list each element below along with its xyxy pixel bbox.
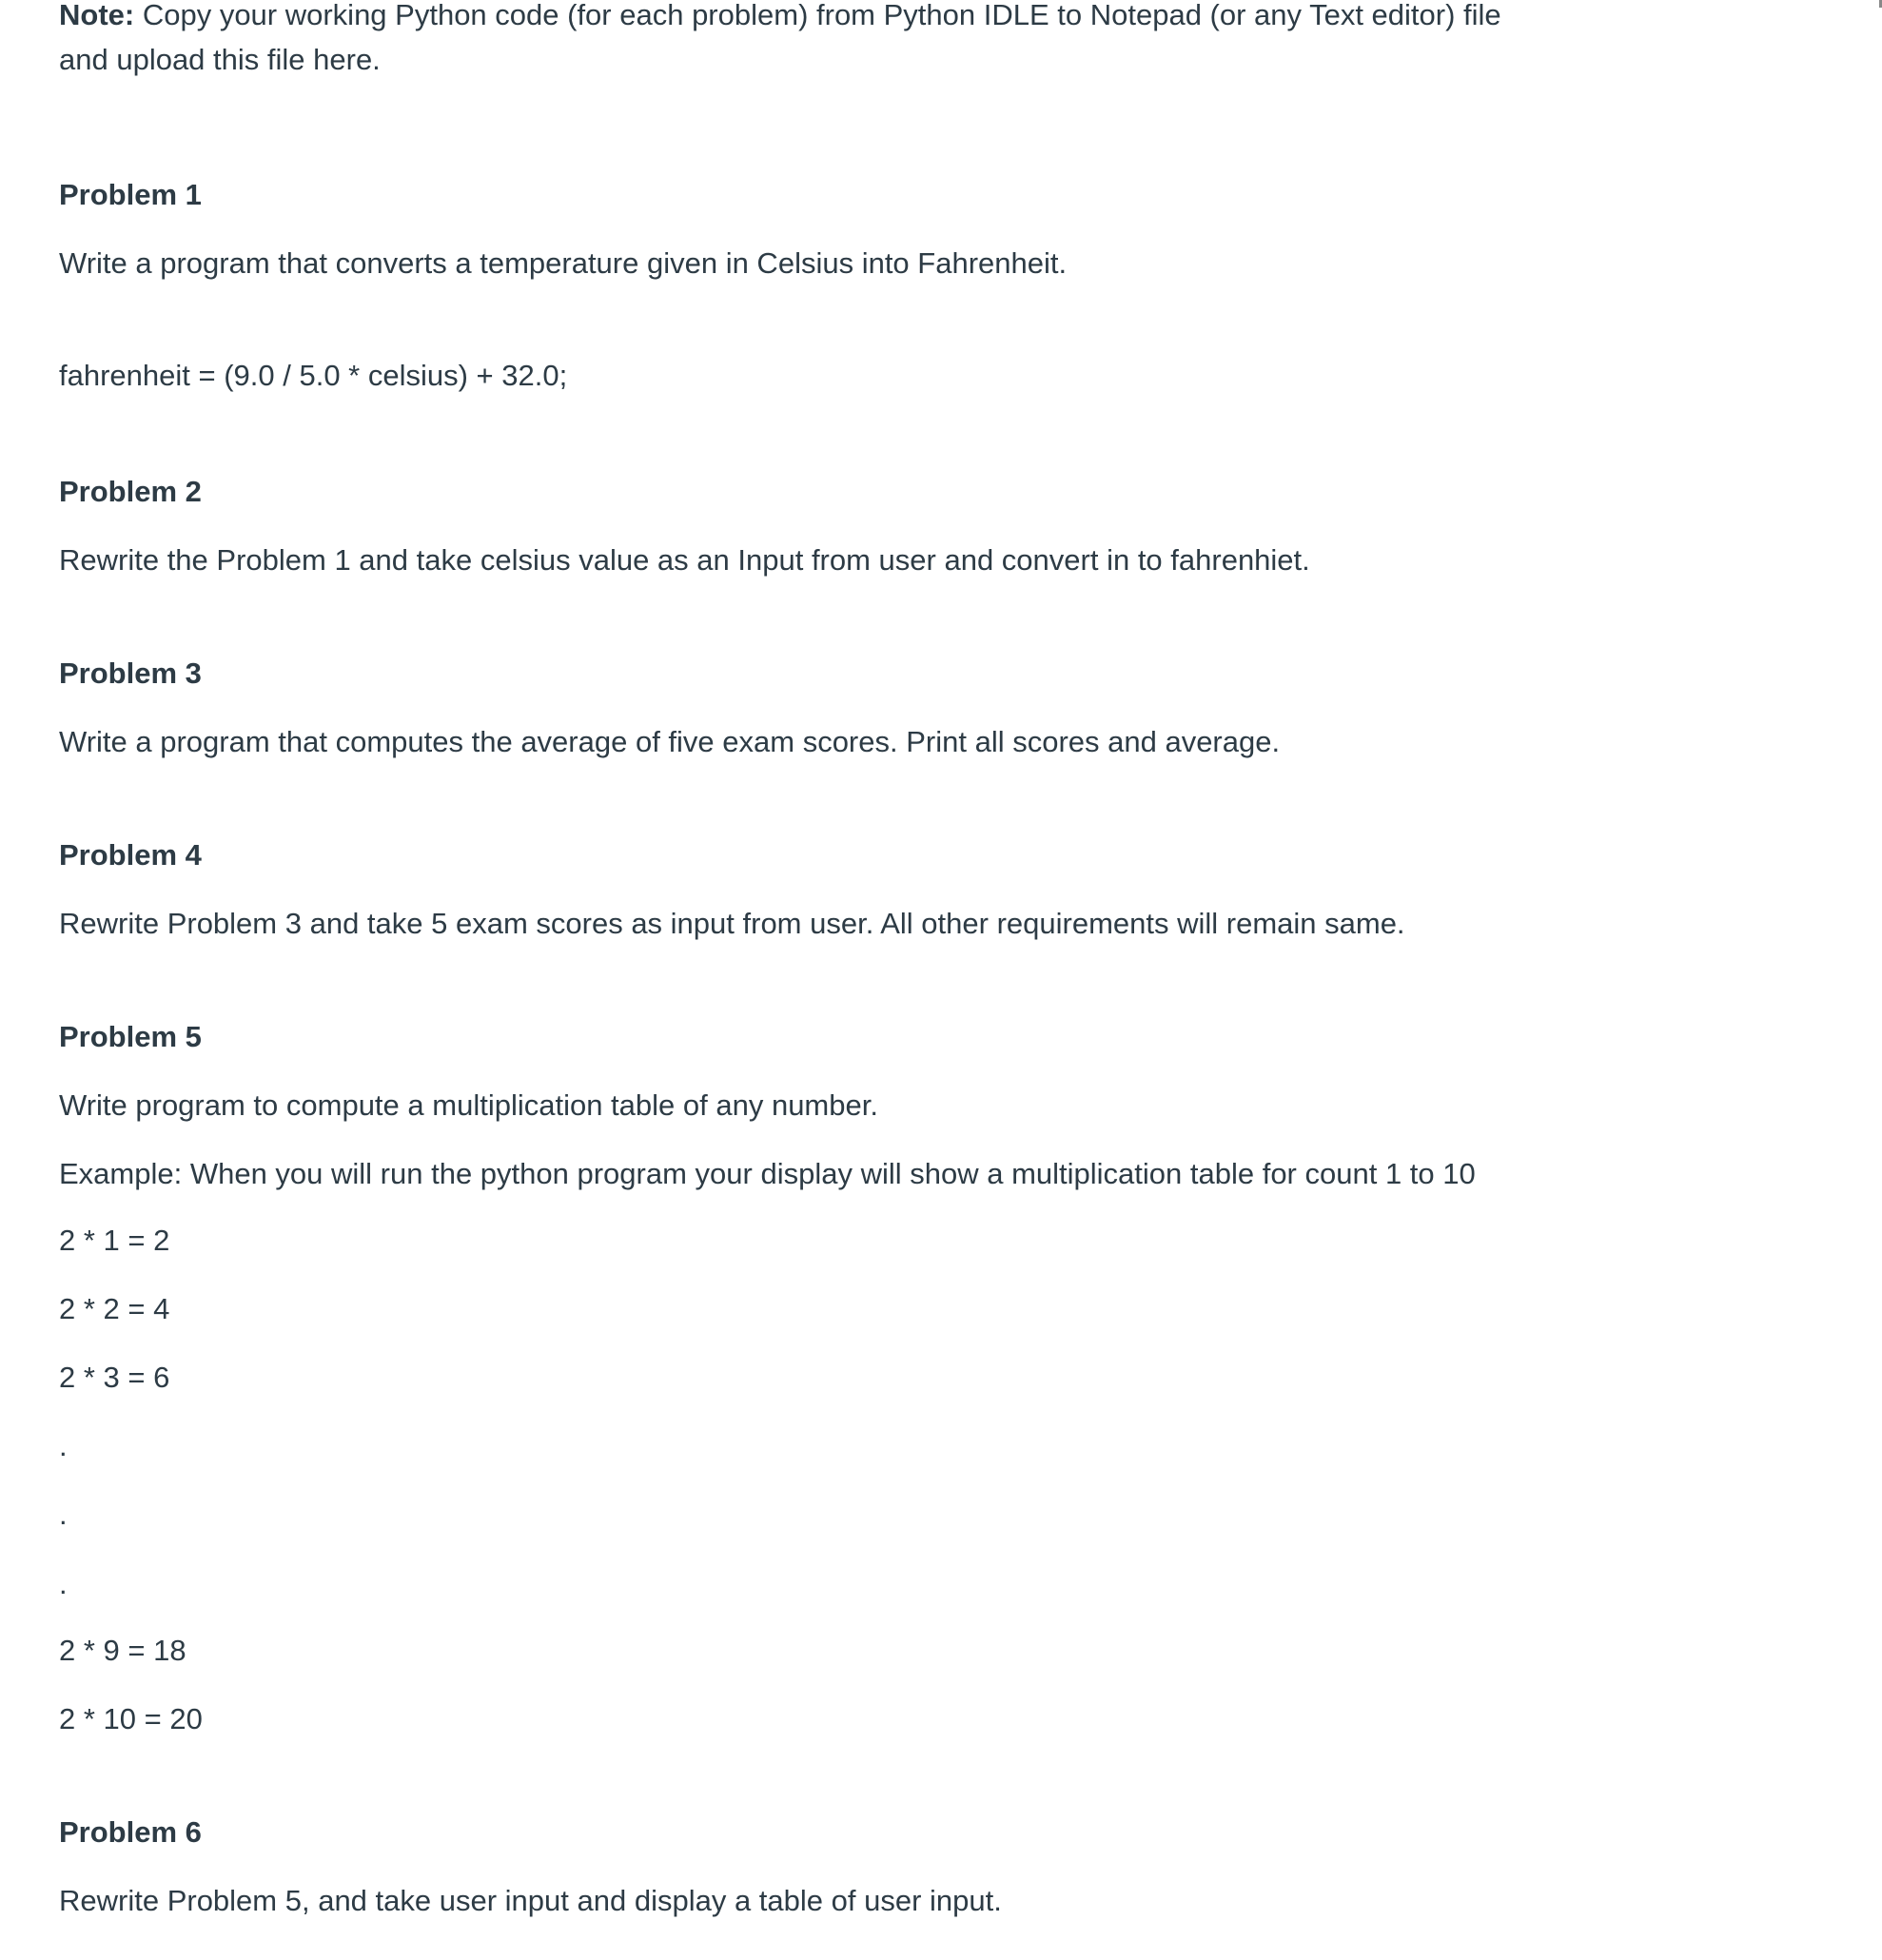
problem-3-title: Problem 3 [59,657,202,690]
table-line: 2 * 1 = 2 [59,1224,170,1257]
note-line-2: and upload this file here. [59,43,381,76]
table-ellipsis-dot: . [59,1498,68,1531]
problem-2-text: Rewrite the Problem 1 and take celsius value as an Input from user and convert in to fahrenhiet. [59,543,1310,577]
problem-4-title: Problem 4 [59,838,202,872]
problem-5-title: Problem 5 [59,1020,202,1053]
note-line-1 [59,0,1501,34]
table-line: 2 * 10 = 20 [59,1702,203,1735]
note-label: Note: [59,0,135,31]
problem-4-text: Rewrite Problem 3 and take 5 exam scores as input from user. All other requirements will remain same. [59,907,1405,940]
note-text: Copy your working Python code (for each problem) from Python IDLE to Notepad (or any Text editor) file [134,0,1501,31]
problem-2-title: Problem 2 [59,475,202,508]
table-ellipsis-dot: . [59,1429,68,1462]
problem-5-example: Example: When you will run the python program your display will show a multiplication table for count 1 to 10 [59,1157,1476,1190]
table-line: 2 * 9 = 18 [59,1634,186,1667]
problem-1-formula: fahrenheit = (9.0 / 5.0 * celsius) + 32.0; [59,359,568,392]
problem-6-title: Problem 6 [59,1815,202,1849]
problem-5-text: Write program to compute a multiplication table of any number. [59,1088,878,1122]
table-ellipsis-dot: . [59,1567,68,1600]
problem-6-text: Rewrite Problem 5, and take user input and display a table of user input. [59,1884,1002,1917]
table-line: 2 * 2 = 4 [59,1292,170,1325]
problem-1-text: Write a program that converts a temperature given in Celsius into Fahrenheit. [59,246,1068,280]
problem-1-title: Problem 1 [59,178,202,211]
table-line: 2 * 3 = 6 [59,1361,170,1394]
problem-3-text: Write a program that computes the average of five exam scores. Print all scores and average. [59,725,1281,758]
